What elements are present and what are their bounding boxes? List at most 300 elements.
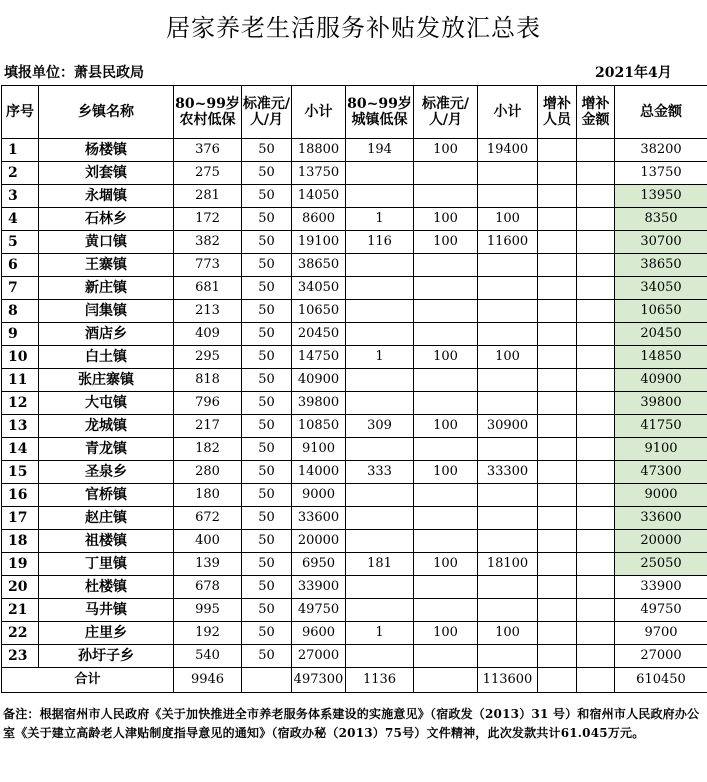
row-added-persons [538,461,577,484]
row-rural-count: 382 [174,231,242,254]
row-urban-std [414,576,478,599]
row-urban-count: 333 [346,461,414,484]
row-total: 25050 [615,553,707,576]
row-rural-std: 50 [242,346,292,369]
row-urban-count [346,162,414,185]
summary-rural-std [242,668,292,693]
row-rural-subtotal: 18800 [292,139,346,162]
row-urban-std [414,323,478,346]
summary-total: 610450 [615,668,707,693]
row-added-amount [577,484,615,507]
row-total: 13750 [615,162,707,185]
table-row [2,300,707,323]
row-rural-subtotal: 27000 [292,645,346,668]
row-total: 9100 [615,438,707,461]
row-added-amount [577,415,615,438]
row-total: 38650 [615,254,707,277]
row-added-persons [538,185,577,208]
subsidy-table [1,85,707,693]
row-added-persons [538,622,577,645]
row-urban-std: 100 [414,622,478,645]
row-total: 9000 [615,484,707,507]
row-rural-std: 50 [242,277,292,300]
row-seq: 11 [2,369,39,392]
row-added-amount [577,139,615,162]
row-rural-std: 50 [242,139,292,162]
row-rural-subtotal: 8600 [292,208,346,231]
row-added-amount [577,231,615,254]
row-rural-subtotal: 34050 [292,277,346,300]
row-town-name: 马井镇 [39,599,174,622]
row-urban-count: 1 [346,208,414,231]
summary-rural: 9946 [174,668,242,693]
row-urban-std [414,599,478,622]
row-rural-count: 139 [174,553,242,576]
row-rural-std: 50 [242,392,292,415]
row-total: 8350 [615,208,707,231]
row-urban-std [414,484,478,507]
row-seq: 9 [2,323,39,346]
row-urban-std: 100 [414,208,478,231]
row-seq: 15 [2,461,39,484]
row-seq: 2 [2,162,39,185]
row-urban-count [346,438,414,461]
row-total: 9700 [615,622,707,645]
row-urban-subtotal: 18100 [478,553,538,576]
row-added-amount [577,369,615,392]
row-added-persons [538,231,577,254]
row-rural-std: 50 [242,553,292,576]
row-total: 34050 [615,277,707,300]
table-row [2,530,707,553]
row-rural-count: 281 [174,185,242,208]
row-added-amount [577,438,615,461]
row-rural-std: 50 [242,507,292,530]
row-town-name: 圣泉乡 [39,461,174,484]
row-urban-std: 100 [414,461,478,484]
row-total: 20450 [615,323,707,346]
row-rural-subtotal: 33600 [292,507,346,530]
row-rural-subtotal: 14000 [292,461,346,484]
row-town-name: 王寨镇 [39,254,174,277]
row-town-name: 龙城镇 [39,415,174,438]
table-row [2,415,707,438]
col-header-added-amount: 增补金额 [577,86,615,139]
row-urban-std [414,392,478,415]
row-seq: 23 [2,645,39,668]
row-added-persons [538,599,577,622]
col-header-urban-subtotal: 小计 [478,86,538,139]
row-rural-std: 50 [242,208,292,231]
row-added-persons [538,162,577,185]
row-urban-std [414,277,478,300]
row-seq: 20 [2,576,39,599]
row-urban-count [346,323,414,346]
row-seq: 5 [2,231,39,254]
row-rural-std: 50 [242,369,292,392]
row-total: 41750 [615,415,707,438]
row-rural-count: 995 [174,599,242,622]
table-row [2,438,707,461]
row-urban-subtotal [478,438,538,461]
row-urban-count [346,254,414,277]
row-urban-subtotal [478,392,538,415]
row-urban-count [346,300,414,323]
row-urban-subtotal [478,162,538,185]
summary-urban-std [414,668,478,693]
row-town-name: 庄里乡 [39,622,174,645]
row-urban-subtotal [478,369,538,392]
row-urban-std: 100 [414,231,478,254]
row-urban-count [346,392,414,415]
row-added-persons [538,139,577,162]
row-town-name: 酒店乡 [39,323,174,346]
row-added-amount [577,622,615,645]
row-rural-subtotal: 13750 [292,162,346,185]
row-town-name: 丁里镇 [39,553,174,576]
row-rural-count: 192 [174,622,242,645]
row-urban-std [414,254,478,277]
row-town-name: 大屯镇 [39,392,174,415]
row-rural-std: 50 [242,461,292,484]
row-seq: 12 [2,392,39,415]
table-row [2,162,707,185]
row-urban-std [414,162,478,185]
row-urban-subtotal [478,300,538,323]
row-added-persons [538,254,577,277]
row-urban-count [346,185,414,208]
row-total: 27000 [615,645,707,668]
row-rural-subtotal: 14750 [292,346,346,369]
row-urban-count: 116 [346,231,414,254]
row-rural-subtotal: 14050 [292,185,346,208]
row-urban-count: 181 [346,553,414,576]
row-rural-subtotal: 19100 [292,231,346,254]
row-seq: 7 [2,277,39,300]
row-seq: 4 [2,208,39,231]
row-rural-std: 50 [242,415,292,438]
row-added-amount [577,323,615,346]
row-added-amount [577,461,615,484]
row-urban-subtotal: 100 [478,208,538,231]
row-seq: 3 [2,185,39,208]
row-added-persons [538,346,577,369]
row-urban-subtotal [478,185,538,208]
col-header-urban-std: 标准元/人/月 [414,86,478,139]
page-title: 居家养老生活服务补贴发放汇总表 [166,14,541,42]
row-rural-subtotal: 6950 [292,553,346,576]
row-total: 33900 [615,576,707,599]
row-rural-count: 280 [174,461,242,484]
row-urban-subtotal [478,599,538,622]
row-rural-std: 50 [242,484,292,507]
row-rural-count: 409 [174,323,242,346]
row-added-amount [577,507,615,530]
row-added-amount [577,254,615,277]
table-row [2,346,707,369]
row-added-amount [577,300,615,323]
row-urban-count [346,576,414,599]
row-rural-count: 681 [174,277,242,300]
summary-label: 合计 [2,668,174,693]
row-town-name: 官桥镇 [39,484,174,507]
row-rural-std: 50 [242,599,292,622]
row-added-amount [577,392,615,415]
row-town-name: 新庄镇 [39,277,174,300]
row-seq: 8 [2,300,39,323]
row-rural-subtotal: 9600 [292,622,346,645]
row-rural-count: 213 [174,300,242,323]
col-header-rural-std: 标准元/人/月 [242,86,292,139]
col-header-added-persons: 增补人员 [538,86,577,139]
row-urban-count [346,369,414,392]
row-rural-std: 50 [242,231,292,254]
summary-added-persons [538,668,577,693]
table-row [2,369,707,392]
row-added-persons [538,277,577,300]
row-urban-std: 100 [414,346,478,369]
row-town-name: 白土镇 [39,346,174,369]
row-added-persons [538,553,577,576]
summary-added-amount [577,668,615,693]
row-urban-subtotal: 19400 [478,139,538,162]
row-added-amount [577,277,615,300]
col-header-urban: 80~99岁城镇低保 [346,86,414,139]
row-urban-subtotal: 11600 [478,231,538,254]
row-total: 14850 [615,346,707,369]
row-rural-std: 50 [242,185,292,208]
row-urban-std: 100 [414,415,478,438]
row-urban-std [414,438,478,461]
row-added-amount [577,645,615,668]
row-rural-std: 50 [242,645,292,668]
row-town-name: 黄口镇 [39,231,174,254]
row-seq: 21 [2,599,39,622]
table-row [2,599,707,622]
row-rural-subtotal: 10850 [292,415,346,438]
table-row [2,254,707,277]
row-total: 30700 [615,231,707,254]
row-town-name: 永堌镇 [39,185,174,208]
row-total: 38200 [615,139,707,162]
row-rural-subtotal: 40900 [292,369,346,392]
row-seq: 6 [2,254,39,277]
row-urban-subtotal [478,645,538,668]
row-rural-count: 540 [174,645,242,668]
row-rural-subtotal: 33900 [292,576,346,599]
row-urban-subtotal: 30900 [478,415,538,438]
row-urban-count [346,599,414,622]
row-added-persons [538,323,577,346]
row-urban-std [414,507,478,530]
row-seq: 22 [2,622,39,645]
footnote: 备注：根据宿州市人民政府《关于加快推进全市养老服务体系建设的实施意见》（宿政发（2013）31 号）和宿州市人民政府办公室《关于建立高龄老人津贴制度指导意见的通知》（宿政办秘（2013）75号）文件精神，此次发款共计61.045万元。 [3,707,700,740]
row-urban-std: 100 [414,139,478,162]
row-urban-std [414,645,478,668]
row-urban-std [414,185,478,208]
row-rural-count: 182 [174,438,242,461]
table-row [2,277,707,300]
row-rural-count: 678 [174,576,242,599]
col-header-seq: 序号 [2,86,39,139]
row-added-amount [577,346,615,369]
table-row [2,392,707,415]
row-rural-count: 295 [174,346,242,369]
row-rural-count: 796 [174,392,242,415]
table-row [2,208,707,231]
row-rural-subtotal: 20000 [292,530,346,553]
row-rural-std: 50 [242,323,292,346]
row-added-persons [538,208,577,231]
row-rural-count: 217 [174,415,242,438]
row-added-persons [538,576,577,599]
row-urban-subtotal: 100 [478,346,538,369]
row-added-persons [538,369,577,392]
row-seq: 16 [2,484,39,507]
row-added-amount [577,599,615,622]
row-rural-std: 50 [242,162,292,185]
row-town-name: 青龙镇 [39,438,174,461]
summary-urban: 1136 [346,668,414,693]
row-added-amount [577,576,615,599]
row-urban-subtotal [478,530,538,553]
row-total: 39800 [615,392,707,415]
row-seq: 10 [2,346,39,369]
row-urban-subtotal [478,484,538,507]
row-rural-count: 400 [174,530,242,553]
row-added-persons [538,415,577,438]
row-added-persons [538,507,577,530]
row-added-amount [577,530,615,553]
row-added-persons [538,392,577,415]
row-urban-count [346,277,414,300]
row-town-name: 刘套镇 [39,162,174,185]
row-urban-subtotal [478,277,538,300]
row-town-name: 石林乡 [39,208,174,231]
row-rural-count: 773 [174,254,242,277]
row-rural-subtotal: 20450 [292,323,346,346]
row-total: 10650 [615,300,707,323]
summary-rural-subtotal: 497300 [292,668,346,693]
row-total: 20000 [615,530,707,553]
row-rural-std: 50 [242,576,292,599]
row-rural-std: 50 [242,254,292,277]
row-urban-count: 194 [346,139,414,162]
report-date: 2021年4月 [595,65,672,81]
row-added-persons [538,300,577,323]
row-rural-subtotal: 39800 [292,392,346,415]
row-seq: 18 [2,530,39,553]
row-town-name: 祖楼镇 [39,530,174,553]
table-row [2,645,707,668]
row-rural-subtotal: 38650 [292,254,346,277]
row-added-amount [577,553,615,576]
row-urban-count [346,484,414,507]
row-town-name: 杜楼镇 [39,576,174,599]
row-urban-subtotal [478,254,538,277]
summary-row [2,668,707,693]
row-rural-count: 672 [174,507,242,530]
table-row [2,576,707,599]
col-header-town: 乡镇名称 [39,86,174,139]
row-total: 40900 [615,369,707,392]
row-total: 47300 [615,461,707,484]
table-body [2,139,707,668]
table-row [2,185,707,208]
table-row [2,553,707,576]
row-total: 49750 [615,599,707,622]
row-urban-subtotal [478,323,538,346]
row-urban-subtotal: 33300 [478,461,538,484]
table-row [2,507,707,530]
row-rural-count: 172 [174,208,242,231]
table-row [2,484,707,507]
row-rural-std: 50 [242,438,292,461]
header-row [2,86,707,139]
row-rural-count: 275 [174,162,242,185]
row-urban-count [346,507,414,530]
col-header-total: 总金额 [615,86,707,139]
row-urban-std [414,530,478,553]
row-town-name: 张庄寨镇 [39,369,174,392]
row-urban-std [414,369,478,392]
row-added-amount [577,162,615,185]
table-row [2,622,707,645]
row-town-name: 闫集镇 [39,300,174,323]
col-header-rural: 80~99岁农村低保 [174,86,242,139]
row-rural-subtotal: 49750 [292,599,346,622]
row-rural-std: 50 [242,530,292,553]
row-rural-count: 818 [174,369,242,392]
row-urban-count: 1 [346,622,414,645]
row-rural-std: 50 [242,300,292,323]
row-urban-subtotal [478,576,538,599]
table-row [2,461,707,484]
row-seq: 13 [2,415,39,438]
row-added-persons [538,484,577,507]
row-rural-std: 50 [242,622,292,645]
row-total: 13950 [615,185,707,208]
row-urban-std: 100 [414,553,478,576]
row-urban-std [414,300,478,323]
row-seq: 17 [2,507,39,530]
row-town-name: 杨楼镇 [39,139,174,162]
table-row [2,323,707,346]
row-rural-subtotal: 9100 [292,438,346,461]
row-added-persons [538,530,577,553]
row-town-name: 赵庄镇 [39,507,174,530]
row-added-amount [577,208,615,231]
row-urban-subtotal [478,507,538,530]
row-total: 33600 [615,507,707,530]
row-rural-subtotal: 9000 [292,484,346,507]
reporting-unit: 填报单位：萧县民政局 [4,65,144,81]
row-rural-count: 180 [174,484,242,507]
row-seq: 1 [2,139,39,162]
col-header-rural-subtotal: 小计 [292,86,346,139]
row-seq: 19 [2,553,39,576]
row-town-name: 孙圩子乡 [39,645,174,668]
row-added-persons [538,645,577,668]
table-row [2,231,707,254]
row-seq: 14 [2,438,39,461]
row-rural-subtotal: 10650 [292,300,346,323]
row-urban-count: 309 [346,415,414,438]
row-urban-count [346,530,414,553]
row-urban-count [346,645,414,668]
row-added-persons [538,438,577,461]
row-urban-count: 1 [346,346,414,369]
